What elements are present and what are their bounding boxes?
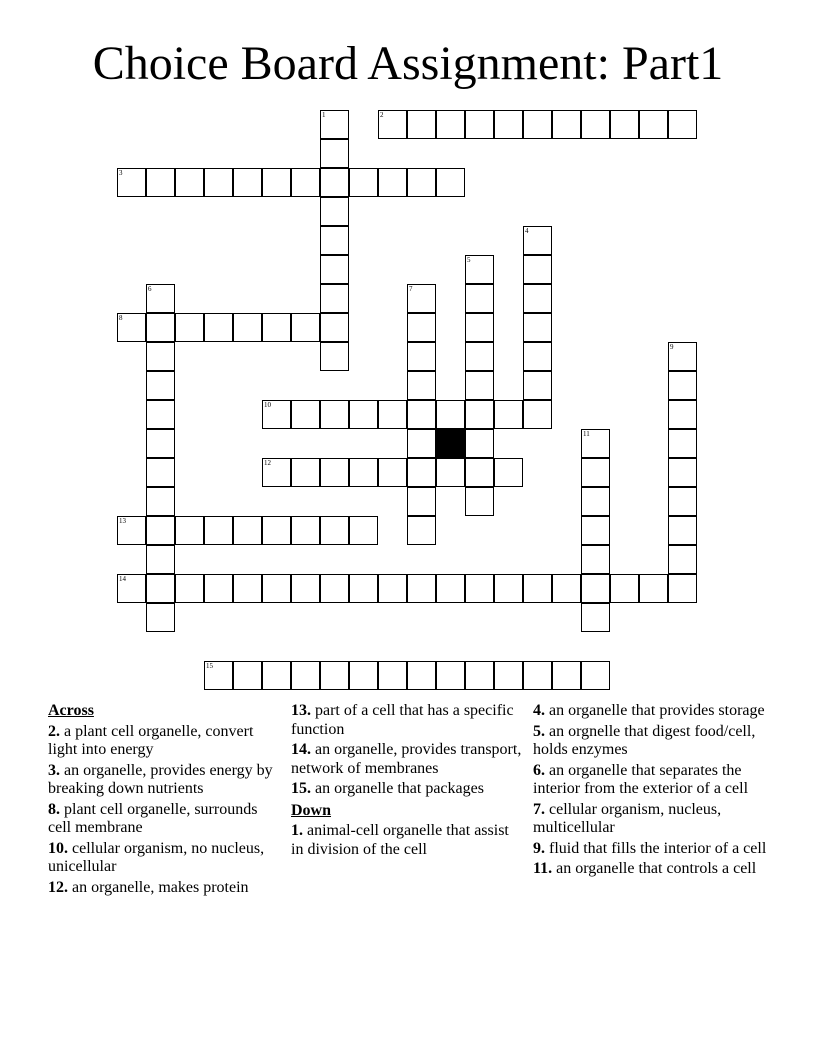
crossword-cell[interactable] <box>262 458 291 487</box>
clue-number: 3. <box>48 761 60 779</box>
crossword-cell[interactable] <box>262 168 291 197</box>
crossword-cell[interactable] <box>407 516 436 545</box>
crossword-cell[interactable] <box>523 110 552 139</box>
crossword-cell[interactable] <box>378 110 407 139</box>
crossword-cell[interactable] <box>465 110 494 139</box>
clue-text: cellular organism, no nucleus, unicellular <box>48 839 265 875</box>
crossword-cell[interactable] <box>639 110 668 139</box>
clue-number-label: 15 <box>206 662 213 670</box>
crossword-cell[interactable] <box>204 574 233 603</box>
crossword-cell[interactable] <box>523 313 552 342</box>
crossword-cell[interactable] <box>146 487 175 516</box>
crossword-cell[interactable] <box>552 574 581 603</box>
clue-number: 1. <box>291 822 303 839</box>
crossword-cell[interactable] <box>378 661 407 690</box>
crossword-cell[interactable] <box>581 661 610 690</box>
clue-number-label: 4 <box>525 227 529 235</box>
crossword-cell[interactable] <box>407 371 436 400</box>
crossword-cell[interactable] <box>320 458 349 487</box>
clue-number: 8. <box>48 800 60 818</box>
crossword-cell[interactable] <box>523 661 552 690</box>
crossword-cell[interactable] <box>146 342 175 371</box>
crossword-cell[interactable] <box>465 371 494 400</box>
crossword-cell[interactable] <box>407 110 436 139</box>
crossword-cell[interactable] <box>291 516 320 545</box>
clue-across-2 <box>48 723 280 760</box>
clue-number: 6. <box>533 761 545 779</box>
crossword-cell[interactable] <box>320 139 349 168</box>
crossword-cell[interactable] <box>523 226 552 255</box>
crossword-cell[interactable] <box>262 661 291 690</box>
crossword-cell[interactable] <box>320 226 349 255</box>
clue-text: animal-cell organelle that assist in division of the cell <box>291 822 509 858</box>
crossword-cell[interactable] <box>465 400 494 429</box>
crossword-cell[interactable] <box>320 574 349 603</box>
clue-number-label: 3 <box>119 169 123 177</box>
crossword-cell[interactable] <box>320 284 349 313</box>
crossword-cell[interactable] <box>204 313 233 342</box>
crossword-cell[interactable] <box>436 458 465 487</box>
clues-column-1 <box>48 702 280 899</box>
crossword-cell[interactable] <box>465 313 494 342</box>
clue-down-11 <box>533 860 773 879</box>
clue-text: plant cell organelle, surrounds cell membrane <box>48 800 258 836</box>
crossword-cell[interactable] <box>146 429 175 458</box>
crossword-cell[interactable] <box>262 574 291 603</box>
clue-down-9 <box>533 840 773 859</box>
clue-across-13 <box>291 702 523 739</box>
crossword-cell[interactable] <box>581 429 610 458</box>
crossword-cell[interactable] <box>378 400 407 429</box>
crossword-cell[interactable] <box>233 168 262 197</box>
clue-number: 7. <box>533 800 545 818</box>
crossword-cell[interactable] <box>494 458 523 487</box>
clue-text: an organelle, provides transport, network of membranes <box>291 741 522 777</box>
crossword-cell[interactable] <box>407 284 436 313</box>
clue-text: fluid that fills the interior of a cell <box>549 839 767 857</box>
crossword-cell[interactable] <box>349 168 378 197</box>
clue-number-label: 13 <box>119 517 126 525</box>
crossword-cell[interactable] <box>494 661 523 690</box>
crossword-cell[interactable] <box>610 574 639 603</box>
crossword-cell[interactable] <box>668 371 697 400</box>
crossword-cell[interactable] <box>378 458 407 487</box>
crossword-cell[interactable] <box>465 429 494 458</box>
clue-number-label: 10 <box>264 401 271 409</box>
crossword-cell[interactable] <box>146 516 175 545</box>
crossword-cell[interactable] <box>349 574 378 603</box>
crossword-cell[interactable] <box>146 574 175 603</box>
crossword-cell[interactable] <box>436 110 465 139</box>
crossword-cell[interactable] <box>581 110 610 139</box>
clue-number: 12. <box>48 878 68 896</box>
crossword-cell[interactable] <box>320 400 349 429</box>
crossword-cell[interactable] <box>175 516 204 545</box>
page-title: Choice Board Assignment: Part1 <box>92 37 724 90</box>
crossword-cell[interactable] <box>233 574 262 603</box>
clue-across-14 <box>291 741 523 778</box>
clues-column-3 <box>533 702 773 881</box>
clue-across-12 <box>48 879 280 898</box>
crossword-cell[interactable] <box>436 168 465 197</box>
crossword-cell[interactable] <box>204 661 233 690</box>
clue-text: an organelle, provides energy by breaking down nutrients <box>48 761 273 797</box>
clue-down-7 <box>533 801 773 838</box>
clue-number: 10. <box>48 839 68 857</box>
crossword-cell[interactable] <box>581 545 610 574</box>
crossword-blocked-cell <box>436 429 465 458</box>
crossword-cell[interactable] <box>523 371 552 400</box>
crossword-cell[interactable] <box>146 371 175 400</box>
crossword-cell[interactable] <box>523 255 552 284</box>
crossword-cell[interactable] <box>494 110 523 139</box>
crossword-cell[interactable] <box>581 603 610 632</box>
crossword-cell[interactable] <box>407 313 436 342</box>
crossword-cell[interactable] <box>436 400 465 429</box>
crossword-cell[interactable] <box>668 400 697 429</box>
clue-number-label: 7 <box>409 285 413 293</box>
crossword-cell[interactable] <box>262 516 291 545</box>
crossword-cell[interactable] <box>349 458 378 487</box>
crossword-cell[interactable] <box>146 400 175 429</box>
crossword-cell[interactable] <box>407 168 436 197</box>
crossword-cell[interactable] <box>146 313 175 342</box>
clue-text: a plant cell organelle, convert light into energy <box>48 722 254 758</box>
crossword-cell[interactable] <box>465 342 494 371</box>
clue-text: part of a cell that has a specific function <box>291 702 514 738</box>
clue-number: 2. <box>48 722 60 740</box>
crossword-cell[interactable] <box>407 661 436 690</box>
clue-number: 9. <box>533 839 545 857</box>
clue-text: an organelle that separates the interior from the exterior of a cell <box>533 761 749 797</box>
clue-across-15 <box>291 780 523 799</box>
crossword-cell[interactable] <box>407 342 436 371</box>
crossword-cell[interactable] <box>233 313 262 342</box>
crossword-cell[interactable] <box>581 574 610 603</box>
crossword-cell[interactable] <box>291 400 320 429</box>
clue-number-label: 5 <box>467 256 471 264</box>
crossword-cell[interactable] <box>668 574 697 603</box>
crossword-cell[interactable] <box>146 603 175 632</box>
crossword-cell[interactable] <box>204 516 233 545</box>
clue-number: 15. <box>291 780 311 797</box>
crossword-cell[interactable] <box>175 168 204 197</box>
clue-text: an organelle that controls a cell <box>556 860 757 877</box>
crossword-cell[interactable] <box>378 574 407 603</box>
crossword-cell[interactable] <box>349 516 378 545</box>
crossword-cell[interactable] <box>262 313 291 342</box>
crossword-cell[interactable] <box>175 574 204 603</box>
crossword-cell[interactable] <box>668 487 697 516</box>
clue-number-label: 2 <box>380 111 384 119</box>
crossword-cell[interactable] <box>407 400 436 429</box>
crossword-cell[interactable] <box>494 400 523 429</box>
clue-number-label: 6 <box>148 285 152 293</box>
crossword-cell[interactable] <box>204 168 233 197</box>
clue-text: cellular organism, nucleus, multicellular <box>533 800 722 836</box>
crossword-cell[interactable] <box>117 516 146 545</box>
crossword-cell[interactable] <box>465 661 494 690</box>
crossword-cell[interactable] <box>494 574 523 603</box>
crossword-cell[interactable] <box>465 487 494 516</box>
crossword-cell[interactable] <box>320 516 349 545</box>
crossword-cell[interactable] <box>378 168 407 197</box>
clue-number: 11. <box>533 860 553 877</box>
crossword-cell[interactable] <box>552 661 581 690</box>
crossword-cell[interactable] <box>320 197 349 226</box>
crossword-cell[interactable] <box>465 284 494 313</box>
clue-down-1 <box>291 822 523 859</box>
clue-across-10 <box>48 840 280 877</box>
crossword-cell[interactable] <box>407 574 436 603</box>
crossword-cell[interactable] <box>668 429 697 458</box>
crossword-cell[interactable] <box>639 574 668 603</box>
clue-text: an orgnelle that digest food/cell, holds enzymes <box>533 722 756 758</box>
crossword-cell[interactable] <box>233 661 262 690</box>
crossword-cell[interactable] <box>291 661 320 690</box>
crossword-cell[interactable] <box>320 255 349 284</box>
down-heading: Down <box>291 801 332 819</box>
crossword-cell[interactable] <box>233 516 262 545</box>
clue-number-label: 1 <box>322 111 326 119</box>
crossword-cell[interactable] <box>552 110 581 139</box>
crossword-cell[interactable] <box>610 110 639 139</box>
crossword-cell[interactable] <box>117 574 146 603</box>
clue-text: an organelle that packages <box>315 780 484 797</box>
clue-number-label: 14 <box>119 575 126 583</box>
crossword-cell[interactable] <box>146 168 175 197</box>
crossword-cell[interactable] <box>668 458 697 487</box>
crossword-cell[interactable] <box>668 342 697 371</box>
crossword-cell[interactable] <box>523 400 552 429</box>
crossword-cell[interactable] <box>523 342 552 371</box>
clue-down-6 <box>533 762 773 799</box>
crossword-cell[interactable] <box>581 487 610 516</box>
crossword-cell[interactable] <box>668 545 697 574</box>
crossword-cell[interactable] <box>465 458 494 487</box>
clue-number: 5. <box>533 722 545 740</box>
crossword-cell[interactable] <box>349 400 378 429</box>
clue-number-label: 8 <box>119 314 123 322</box>
crossword-cell[interactable] <box>320 313 349 342</box>
clue-number-label: 9 <box>670 343 674 351</box>
clue-across-3 <box>48 762 280 799</box>
crossword-cell[interactable] <box>117 168 146 197</box>
crossword-cell[interactable] <box>436 574 465 603</box>
crossword-cell[interactable] <box>262 400 291 429</box>
crossword-cell[interactable] <box>407 458 436 487</box>
crossword-cell[interactable] <box>291 458 320 487</box>
crossword-cell[interactable] <box>291 574 320 603</box>
clue-number: 14. <box>291 741 311 758</box>
crossword-cell[interactable] <box>668 516 697 545</box>
clue-down-5 <box>533 723 773 760</box>
crossword-cell[interactable] <box>146 284 175 313</box>
crossword-cell[interactable] <box>523 574 552 603</box>
crossword-cell[interactable] <box>291 313 320 342</box>
clue-number: 13. <box>291 702 311 719</box>
clue-number-label: 11 <box>583 430 590 438</box>
across-heading: Across <box>48 702 94 719</box>
crossword-cell[interactable] <box>668 110 697 139</box>
crossword-cell[interactable] <box>349 661 378 690</box>
crossword-cell[interactable] <box>581 516 610 545</box>
crossword-cell[interactable] <box>407 487 436 516</box>
clue-number: 4. <box>533 702 545 719</box>
crossword-cell[interactable] <box>291 168 320 197</box>
crossword-cell[interactable] <box>320 168 349 197</box>
crossword-cell[interactable] <box>320 661 349 690</box>
clue-text: an organelle that provides storage <box>549 702 765 719</box>
crossword-cell[interactable] <box>465 574 494 603</box>
crossword-cell[interactable] <box>146 458 175 487</box>
crossword-cell[interactable] <box>175 313 204 342</box>
crossword-cell[interactable] <box>146 545 175 574</box>
crossword-cell[interactable] <box>320 110 349 139</box>
clue-number-label: 12 <box>264 459 271 467</box>
crossword-cell[interactable] <box>523 284 552 313</box>
crossword-cell[interactable] <box>117 313 146 342</box>
crossword-cell[interactable] <box>407 429 436 458</box>
crossword-cell[interactable] <box>581 458 610 487</box>
clues-column-2 <box>291 702 523 861</box>
clue-down-4 <box>533 702 773 721</box>
crossword-cell[interactable] <box>465 255 494 284</box>
clue-text: an organelle, makes protein <box>72 878 249 896</box>
clue-across-8 <box>48 801 280 838</box>
crossword-cell[interactable] <box>436 661 465 690</box>
crossword-cell[interactable] <box>320 342 349 371</box>
